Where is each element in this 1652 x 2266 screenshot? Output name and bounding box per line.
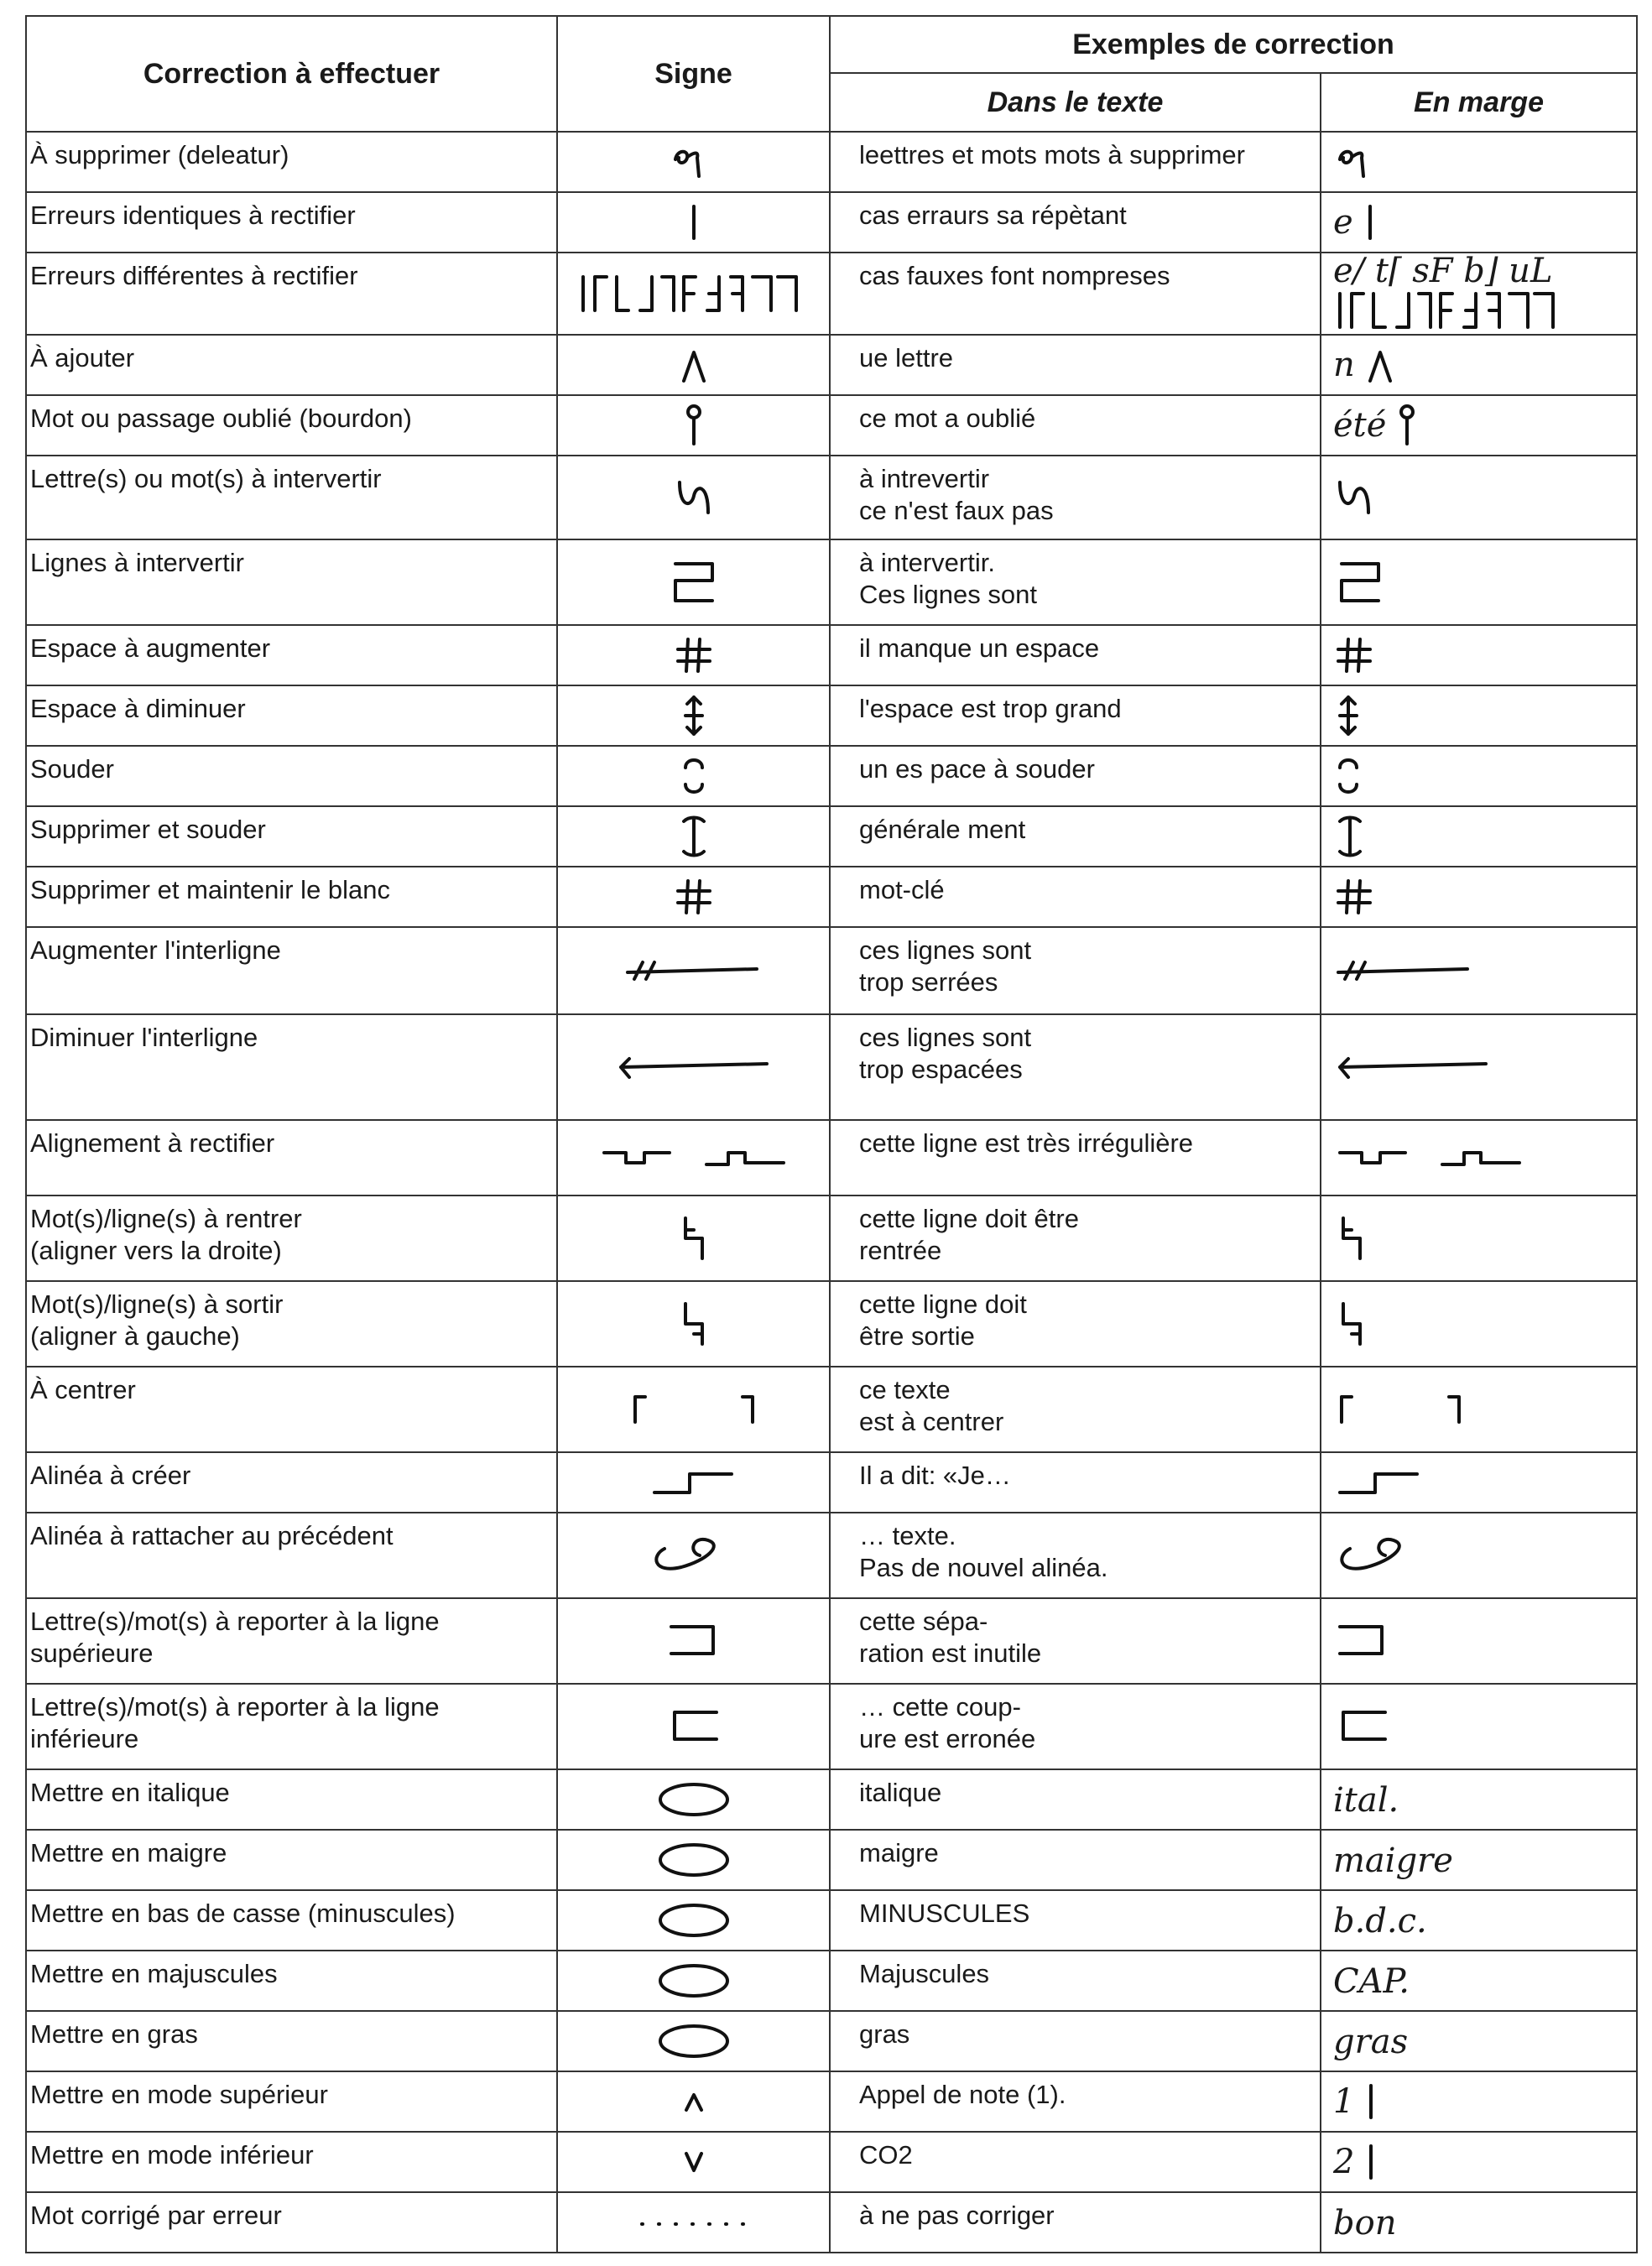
signe-cell [557,1367,830,1452]
example-cell [830,867,1321,927]
marge-text: 1 [1333,2081,1355,2121]
delete-join-icon [1333,820,1367,849]
marge-cell [1321,539,1637,625]
table-row [26,1684,1637,1769]
marge-text: 2 [1333,2142,1355,2181]
oval-icon [656,1843,732,1873]
reduce-space-icon [1333,699,1363,728]
correction-label: Espace à diminuer [30,693,246,723]
marge-cell [1321,132,1637,192]
marge-cell [1321,867,1637,927]
example-text: ce mot a oublié [859,403,1036,433]
signe-cell [557,2132,830,2192]
signe-cell [557,927,830,1014]
marge-cell [1321,806,1637,867]
hash-icon [673,638,715,668]
header-correction: Correction à effectuer [26,16,557,132]
marge-text: ital. [1333,1780,1399,1820]
marge-cell [1321,927,1637,1014]
example-cell [830,685,1321,746]
example-text: gras [859,2019,910,2049]
correction-cell [26,685,557,746]
correction-cell [26,2011,557,2071]
outdent-icon [675,1307,712,1336]
signe-cell [557,2011,830,2071]
example-cell [830,2071,1321,2132]
marge-cell [1321,253,1637,335]
correction-cell [26,746,557,806]
correction-cell [26,1951,557,2011]
signe-cell [557,625,830,685]
signe-cell [557,867,830,927]
example-text: ue lettre [859,342,954,372]
example-text: Majuscules [859,1958,990,1988]
correction-cell [26,1452,557,1513]
increase-leading-icon [623,954,765,983]
correction-cell [26,395,557,456]
marge-cell [1321,1014,1637,1120]
oval-icon [656,1783,732,1812]
proofreading-marks-table [25,15,1638,2253]
correction-cell [26,456,557,539]
oval-icon [656,1964,732,1993]
marge-text: été [1333,405,1387,445]
hash-icon [1333,880,1375,909]
increase-leading-icon [1333,954,1476,983]
signe-cell [557,685,830,746]
example-cell [830,253,1321,335]
table-row [26,746,1637,806]
correction-label: Mettre en maigre [30,1837,227,1867]
example-cell [830,1684,1321,1769]
marge-cell [1321,2071,1637,2132]
oval-icon [656,1904,732,1933]
signe-cell [557,2071,830,2132]
example-text: cas erraurs sa répètant [859,201,1127,230]
example-text: ce texte est à centrer [859,1374,1004,1436]
header-dans-le-texte: Dans le texte [830,73,1321,132]
marge-cell [1321,746,1637,806]
table-row [26,1281,1637,1367]
signe-cell [557,1684,830,1769]
signe-cell [557,1196,830,1281]
correction-label: Mettre en majuscules [30,1958,278,1988]
correction-marks-icon [576,277,811,306]
marge-cell [1321,1452,1637,1513]
subscript-caret-icon [681,2145,706,2175]
marge-cell [1321,192,1637,253]
example-text: ces lignes sont trop espacées [859,1022,1032,1084]
correction-marks-icon [1333,294,1568,323]
superscript-caret-icon [681,2085,706,2114]
correction-label: Augmenter l'interligne [30,935,281,965]
correction-label: Lettre(s) ou mot(s) à intervertir [30,463,382,493]
example-cell [830,335,1321,395]
example-text: Il a dit: «Je… [859,1460,1011,1490]
signe-cell [557,1513,830,1598]
correction-label: Mettre en italique [30,1777,230,1807]
example-cell [830,1598,1321,1684]
outdent-icon [1333,1307,1370,1336]
decrease-leading-icon [614,1050,774,1080]
example-text: cette sépa- ration est inutile [859,1606,1042,1668]
signe-cell [557,192,830,253]
example-text: cas fauxes font nompreses [859,261,1170,290]
example-cell [830,2011,1321,2071]
correction-cell [26,806,557,867]
table-row [26,927,1637,1014]
signe-cell [557,253,830,335]
example-text: maigre [859,1837,939,1867]
example-cell [830,1452,1321,1513]
alignment-icon [1333,1141,1526,1170]
correction-label: Mot ou passage oublié (bourdon) [30,403,412,433]
swap-icon [1333,481,1375,510]
table-row [26,1367,1637,1452]
marge-cell [1321,395,1637,456]
vertical-bar-icon [1362,206,1378,235]
signe-cell [557,1769,830,1830]
example-text: l'espace est trop grand [859,693,1122,723]
signe-cell [557,806,830,867]
correction-cell [26,2132,557,2192]
table-row [26,1598,1637,1684]
marge-text: e/ t⌈ sF b⌋ uL [1333,253,1553,290]
table-row [26,1513,1637,1598]
example-text: à intervertir. Ces lignes sont [859,547,1037,609]
correction-label: Espace à augmenter [30,633,271,663]
move-up-icon [664,1624,723,1654]
correction-label: Mettre en mode supérieur [30,2079,328,2109]
table-row [26,1951,1637,2011]
table-body [26,132,1637,2253]
example-text: un es pace à souder [859,753,1095,784]
correction-cell [26,867,557,927]
move-down-icon [1333,1710,1392,1739]
marge-cell [1321,1951,1637,2011]
table-row [26,685,1637,746]
example-text: italique [859,1777,942,1807]
join-icon [1333,759,1363,789]
swap-lines-icon [667,565,721,595]
example-text: cette ligne doit être sortie [859,1289,1027,1351]
correction-cell [26,335,557,395]
signe-cell [557,395,830,456]
correction-cell [26,1830,557,1890]
correction-label: Erreurs identiques à rectifier [30,201,356,230]
correction-label: Mettre en gras [30,2019,198,2049]
example-text: mot-clé [859,874,945,904]
marge-text: maigre [1333,1841,1453,1880]
example-cell [830,625,1321,685]
correction-label: Lignes à intervertir [30,547,245,577]
marge-cell [1321,2011,1637,2071]
correction-cell [26,1014,557,1120]
example-text: … texte. Pas de nouvel alinéa. [859,1520,1108,1582]
example-text: … cette coup- ure est erronée [859,1691,1036,1753]
example-cell [830,1281,1321,1367]
marge-cell [1321,2192,1637,2253]
marge-cell [1321,1830,1637,1890]
correction-cell [26,625,557,685]
correction-label: Lettre(s)/mot(s) à reporter à la ligne supérieure [30,1606,440,1668]
correction-label: Erreurs différentes à rectifier [30,261,358,290]
marge-cell [1321,335,1637,395]
correction-label: À centrer [30,1374,136,1404]
new-paragraph-icon [648,1466,740,1495]
table-row [26,1120,1637,1196]
table-row [26,2071,1637,2132]
marge-cell [1321,1120,1637,1196]
correction-label: Lettre(s)/mot(s) à reporter à la ligne inférieure [30,1691,440,1753]
example-cell [830,1951,1321,2011]
correction-label: Alinéa à rattacher au précédent [30,1520,393,1550]
example-text: leettres et mots mots à supprimer [859,140,1245,169]
table-row [26,395,1637,456]
signe-cell [557,1281,830,1367]
table-row [26,867,1637,927]
marge-cell [1321,1684,1637,1769]
marge-cell [1321,2132,1637,2192]
signe-cell [557,1830,830,1890]
table-row [26,253,1637,335]
example-cell [830,1014,1321,1120]
example-cell [830,539,1321,625]
header-en-marge: En marge [1321,73,1637,132]
marge-cell [1321,625,1637,685]
indent-icon [675,1222,712,1251]
alignment-icon [597,1141,790,1170]
marge-cell [1321,1769,1637,1830]
correction-label: Mettre en mode inférieur [30,2139,314,2170]
correction-cell [26,1120,557,1196]
marge-cell [1321,1513,1637,1598]
hash-icon [1333,638,1375,668]
center-brackets-icon [1333,1393,1467,1422]
correction-label: Alinéa à créer [30,1460,191,1490]
correction-cell [26,539,557,625]
signe-cell [557,746,830,806]
header-signe: Signe [557,16,830,132]
signe-cell [557,1014,830,1120]
signe-cell [557,1452,830,1513]
run-on-icon [1333,1539,1425,1568]
signe-cell [557,2192,830,2253]
correction-label: Mot(s)/ligne(s) à rentrer (aligner vers la droite) [30,1203,302,1265]
correction-cell [26,2192,557,2253]
center-brackets-icon [627,1393,761,1422]
hash-icon [673,880,715,909]
correction-label: Mot(s)/ligne(s) à sortir (aligner à gauche) [30,1289,284,1351]
new-paragraph-icon [1333,1466,1425,1495]
marge-text: CAP. [1333,1961,1410,2001]
header-exemples: Exemples de correction [830,16,1637,73]
marge-text: bon [1333,2203,1397,2243]
example-cell [830,2192,1321,2253]
correction-label: Mot corrigé par erreur [30,2200,282,2230]
example-cell [830,927,1321,1014]
correction-cell [26,2071,557,2132]
table-row [26,539,1637,625]
marge-text: gras [1333,2022,1409,2061]
deleatur-icon [669,145,719,175]
example-text: ces lignes sont trop serrées [859,935,1032,997]
deleatur-icon [1333,145,1384,175]
bourdon-icon [1394,409,1420,438]
marge-text: e [1333,203,1353,242]
decrease-leading-icon [1333,1050,1493,1080]
table-row [26,456,1637,539]
correction-label: Souder [30,753,114,784]
table-row [26,132,1637,192]
table-row [26,1452,1637,1513]
marge-text: b.d.c. [1333,1901,1427,1940]
insert-caret-icon [677,348,711,378]
example-text: il manque un espace [859,633,1100,663]
table-row [26,1769,1637,1830]
stet-dots-icon [635,2207,753,2237]
marge-cell [1321,1890,1637,1951]
table-row [26,2011,1637,2071]
oval-icon [656,2024,732,2054]
swap-lines-icon [1333,565,1387,595]
correction-cell [26,1367,557,1452]
correction-label: Supprimer et maintenir le blanc [30,874,391,904]
example-cell [830,395,1321,456]
correction-cell [26,192,557,253]
signe-cell [557,1120,830,1196]
table-row [26,806,1637,867]
marge-cell [1321,685,1637,746]
table-row [26,1014,1637,1120]
vertical-bar-icon [1363,2145,1379,2175]
marge-cell [1321,1598,1637,1684]
correction-label: Mettre en bas de casse (minuscules) [30,1898,456,1928]
signe-cell [557,1598,830,1684]
table-row [26,335,1637,395]
table-row [26,625,1637,685]
signe-cell [557,335,830,395]
bourdon-icon [681,409,706,438]
example-cell [830,1120,1321,1196]
correction-label: Alignement à rectifier [30,1128,275,1158]
signe-cell [557,1951,830,2011]
correction-cell [26,927,557,1014]
example-text: générale ment [859,814,1026,844]
example-text: Appel de note (1). [859,2079,1066,2109]
example-cell [830,746,1321,806]
correction-cell [26,1513,557,1598]
move-up-icon [1333,1624,1392,1654]
vertical-bar-icon [1363,2085,1379,2114]
marge-cell [1321,1281,1637,1367]
correction-label: Supprimer et souder [30,814,266,844]
marge-cell [1321,456,1637,539]
example-cell [830,1367,1321,1452]
table-row [26,1196,1637,1281]
example-text: à ne pas corriger [859,2200,1055,2230]
example-cell [830,1769,1321,1830]
correction-label: Diminuer l'interligne [30,1022,258,1052]
example-cell [830,456,1321,539]
example-text: cette ligne doit être rentrée [859,1203,1079,1265]
example-text: MINUSCULES [859,1898,1030,1928]
signe-cell [557,132,830,192]
example-cell [830,1890,1321,1951]
signe-cell [557,539,830,625]
marge-text: n [1333,345,1355,384]
correction-cell [26,1684,557,1769]
correction-cell [26,253,557,335]
swap-icon [673,481,715,510]
marge-cell [1321,1196,1637,1281]
delete-join-icon [677,820,711,849]
move-down-icon [664,1710,723,1739]
reduce-space-icon [679,699,709,728]
example-cell [830,2132,1321,2192]
correction-cell [26,132,557,192]
correction-cell [26,1196,557,1281]
correction-label: À ajouter [30,342,135,372]
run-on-icon [648,1539,740,1568]
vertical-bar-icon [685,206,702,235]
example-text: cette ligne est très irrégulière [859,1128,1194,1158]
insert-caret-icon [1363,348,1397,378]
signe-cell [557,456,830,539]
example-cell [830,1830,1321,1890]
example-cell [830,1513,1321,1598]
signe-cell [557,1890,830,1951]
correction-cell [26,1281,557,1367]
table-row [26,2132,1637,2192]
join-icon [679,759,709,789]
example-text: CO2 [859,2139,913,2170]
correction-cell [26,1769,557,1830]
table-row [26,192,1637,253]
example-cell [830,1196,1321,1281]
example-cell [830,192,1321,253]
example-text: à intrevertir ce n'est faux pas [859,463,1054,525]
marge-cell [1321,1367,1637,1452]
correction-cell [26,1890,557,1951]
table-row [26,2192,1637,2253]
correction-cell [26,1598,557,1684]
example-cell [830,132,1321,192]
table-row [26,1830,1637,1890]
table-row [26,1890,1637,1951]
correction-label: À supprimer (deleatur) [30,140,289,169]
example-cell [830,806,1321,867]
indent-icon [1333,1222,1370,1251]
